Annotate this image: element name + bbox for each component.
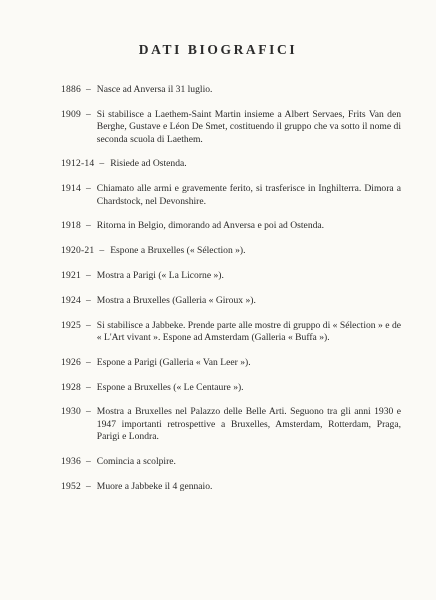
biography-entry (61, 84, 401, 96)
entry-dash: – (86, 108, 91, 120)
entry-dash: – (86, 456, 91, 467)
entry-dash: – (99, 158, 105, 170)
entry-year: 1918 (61, 220, 81, 232)
entry-text: Chiamato alle armi e gravemente ferito, si trasferisce in Inghilterra. Dimora a Chardstock, nel Devonshire. (96, 183, 401, 207)
entry-text: Nasce ad Anversa il 31 luglio. (96, 84, 213, 95)
biography-entry (61, 481, 401, 493)
biography-entry (61, 158, 401, 170)
biography-entry (61, 295, 401, 307)
entry-year: 1912-14 (61, 158, 95, 170)
entry-text: Ritorna in Belgio, dimorando ad Anversa e poi ad Ostenda. (96, 220, 325, 232)
biography-list (61, 84, 401, 506)
entry-text: Mostra a Bruxelles nel Palazzo delle Belle Arti. Seguono tra gli anni 1930 e 1947 importanti retrospettive a Bruxelles, Amsterdam, Rotterdam, Praga, Parigi e Londra. (96, 406, 401, 443)
entry-year: 1925 (61, 319, 81, 331)
entry-text: Espone a Bruxelles (« Le Centaure »). (96, 381, 244, 393)
entry-year: 1920-21 (61, 245, 95, 257)
entry-year: 1952 (61, 480, 81, 492)
entry-year: 1914 (61, 183, 81, 195)
biography-entry (61, 270, 401, 282)
biography-entry (61, 220, 401, 232)
biography-entry (61, 382, 401, 394)
entry-text: Muore a Jabbeke il 4 gennaio. (96, 480, 213, 492)
entry-year: 1930 (61, 406, 81, 418)
entry-year: 1909 (61, 108, 81, 120)
entry-text: Risiede ad Ostenda. (110, 158, 187, 170)
entry-dash: – (86, 84, 91, 95)
entry-dash: – (86, 183, 91, 195)
biography-entry (61, 245, 401, 257)
entry-year: 1921 (61, 270, 81, 281)
entry-text: Mostra a Parigi (« La Licorne »). (96, 270, 224, 281)
entry-text: Espone a Bruxelles (« Sélection »). (110, 245, 246, 257)
entry-dash: – (99, 245, 105, 257)
entry-dash: – (86, 356, 91, 368)
entry-year: 1926 (61, 356, 81, 368)
entry-text: Si stabilisce a Laethem-Saint Martin insieme a Albert Servaes, Frits Van den Berghe, Gustave e Léon De Smet, costituendo il gruppo che va sotto il nome di seconda scuola di Laethem. (96, 108, 401, 145)
entry-dash: – (86, 319, 91, 331)
biography-entry (61, 357, 401, 369)
entry-text: Si stabilisce a Jabbeke. Prende parte alle mostre di gruppo di « Sélection » e de « L'Art vivant ». Espone ad Amsterdam (Galleria « Buffa »). (96, 319, 401, 343)
entry-text: Espone a Parigi (Galleria « Van Leer »). (96, 356, 251, 368)
entry-year: 1936 (61, 456, 81, 467)
entry-dash: – (86, 294, 91, 306)
entry-dash: – (86, 480, 91, 492)
entry-year: 1886 (61, 84, 81, 95)
entry-text: Mostra a Bruxelles (Galleria « Giroux »). (96, 294, 256, 306)
entry-dash: – (86, 270, 91, 281)
entry-dash: – (86, 406, 91, 418)
page-title: DATI BIOGRAFICI (138, 42, 298, 57)
entry-text: Comincia a scolpire. (96, 456, 176, 467)
biography-entry (61, 109, 401, 146)
entry-year: 1924 (61, 294, 81, 306)
biography-entry (61, 320, 401, 345)
biography-entry (61, 456, 401, 468)
biography-entry (61, 406, 401, 443)
entry-dash: – (86, 220, 91, 232)
entry-year: 1928 (61, 381, 81, 393)
biography-entry (61, 183, 401, 208)
entry-dash: – (86, 381, 91, 393)
